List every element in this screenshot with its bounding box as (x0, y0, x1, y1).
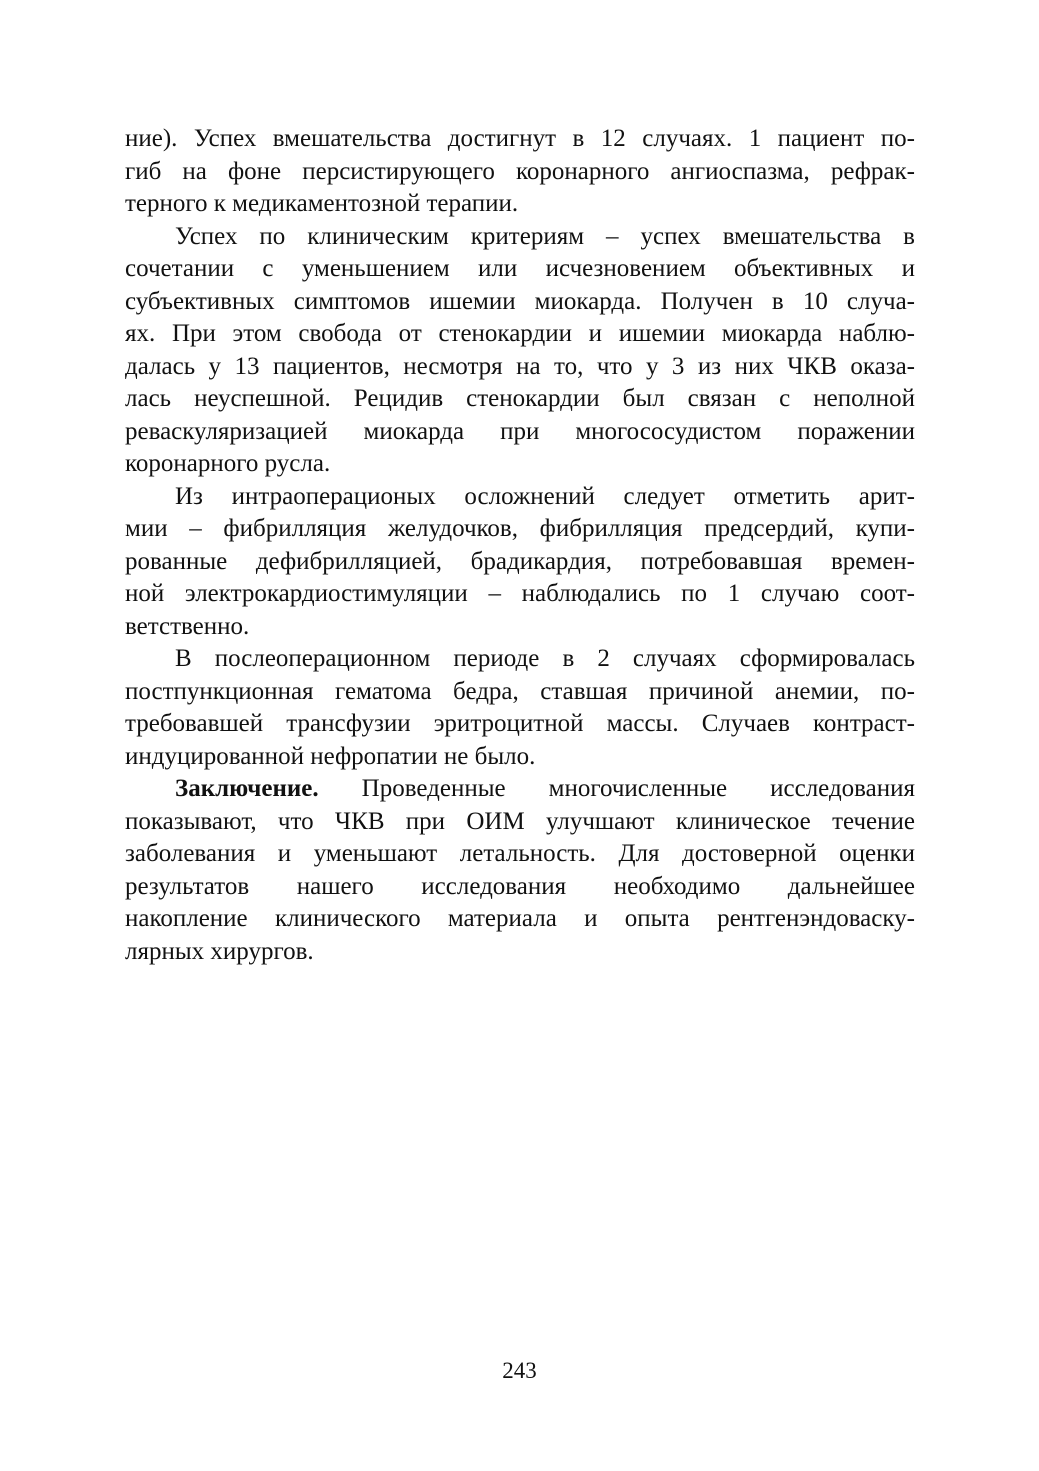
paragraph-clinical-success (125, 221, 915, 481)
text-line: ние). Успех вмешательства достигнут в 12 случаях. 1 пациент по- (125, 125, 915, 152)
text-line: терного к медикаментозной терапии. (125, 190, 519, 217)
body-text (125, 123, 915, 968)
conclusion-heading: Заключение. (175, 775, 319, 802)
text-line: реваскуляризацией миокарда при многососудистом поражении (125, 417, 915, 445)
text-line: показывают, что ЧКВ при ОИМ улучшают клиническое течение (125, 807, 915, 835)
text-line: индуцированной нефропатии не было. (125, 742, 536, 770)
text-line: рованные дефибрилляцией, брадикардия, потребовавшая времен- (125, 547, 915, 575)
text-line (125, 773, 915, 806)
text-line: гиб на фоне персистирующего коронарного ангиоспазма, рефрак- (125, 157, 915, 185)
text-line: сочетании с уменьшением или исчезновением объективных и (125, 255, 915, 282)
text-line: лярных хирургов. (125, 937, 314, 965)
paragraph-conclusion (125, 773, 915, 968)
page-number: 243 (502, 1358, 537, 1383)
text-line: Успех по клиническим критериям – успех вмешательства в (175, 222, 915, 250)
text-line: накопление клинического материала и опыта рентгенэндоваску- (125, 905, 915, 932)
paragraph-complications (125, 481, 915, 644)
paragraph-results (125, 123, 915, 221)
text-line: В послеоперационном периоде в 2 случаях сформировалась (175, 645, 915, 672)
text-line: постпункционная гематома бедра, ставшая причиной анемии, по- (125, 677, 915, 705)
text-line: далась у 13 пациентов, несмотря на то, что у 3 из них ЧКВ оказа- (125, 352, 915, 380)
text-fragment: Проведенные многочисленные исследования (318, 775, 915, 802)
text-line: ветственно. (125, 612, 250, 640)
text-line: коронарного русла. (125, 450, 331, 477)
text-line: результатов нашего исследования необходимо дальнейшее (125, 872, 915, 900)
text-line: ях. При этом свобода от стенокардии и ишемии миокарда наблю- (125, 320, 915, 347)
text-line: ной электрокардиостимуляции – наблюдались по 1 случаю соот- (125, 580, 915, 607)
text-line: требовавшей трансфузии эритроцитной массы. Случаев контраст- (125, 710, 915, 737)
text-line: лась неуспешной. Рецидив стенокардии был связан с неполной (125, 385, 915, 412)
text-line: мии – фибрилляция желудочков, фибрилляция предсердий, купи- (125, 515, 915, 542)
paragraph-postoperative (125, 643, 915, 773)
text-line: заболевания и уменьшают летальность. Для достоверной оценки (125, 840, 915, 867)
text-line: Из интраоперационых осложнений следует отметить арит- (175, 482, 915, 510)
text-line: субъективных симптомов ишемии миокарда. Получен в 10 случа- (125, 287, 915, 315)
